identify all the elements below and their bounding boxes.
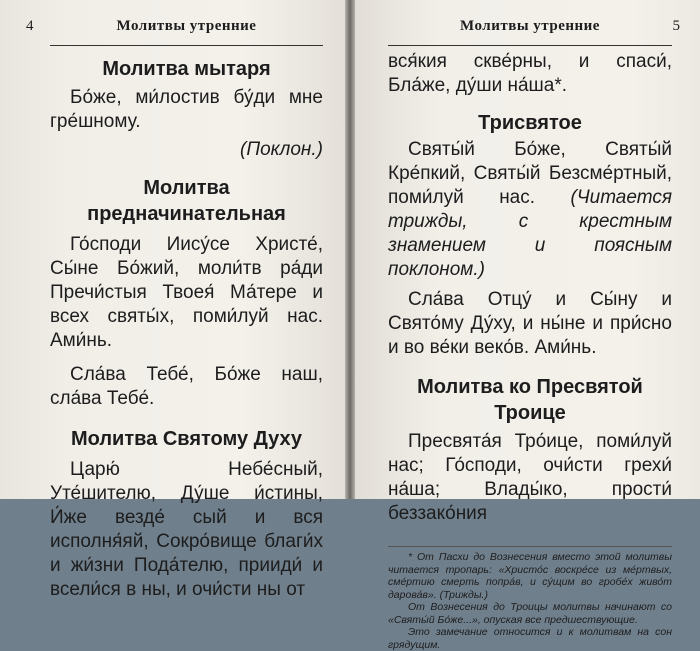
prayer-text: Святы́й Бо́же, Святы́й Кре́пкий, Святы́й Безсме́ртный, поми́луй нас.	[388, 139, 672, 208]
prayer-note: (Поклон.)	[240, 139, 323, 160]
running-head-title: Молитвы утренние	[116, 18, 257, 34]
running-head	[388, 14, 680, 46]
prayer-text: Сла́ва Отцу́ и Сы́ну и Свято́му Ду́ху, и ны́не и при́сно и во ве́ки веко́в. Ами́нь.	[388, 289, 672, 358]
section-prayer-publican	[50, 56, 323, 162]
prayer-text: Го́споди Иису́се Христе́, Сы́не Бо́жий, моли́тв ра́ди Пречи́стыя Твоея́ Ма́тере и всех святы́х, поми́луй нас. Ами́нь.	[50, 234, 323, 351]
prayer-text: Бо́же, ми́лостив бу́ди мне гре́шному.	[50, 87, 323, 132]
book-gutter	[345, 0, 355, 499]
footnote: * От Пасхи до Вознесения вместо этой молитвы читается тропарь: «Христо́с воскре́се из ме́ртвых, сме́ртию смерть попра́в, и су́щим во гробе́х живо́т дарова́в». (Трижды.)	[388, 551, 672, 601]
section-heading: Молитва предначинательная	[87, 177, 286, 225]
prayer-continuation: вся́кия скве́рны, и спаси́, Бла́же, ду́ши на́ша*.	[388, 51, 672, 96]
section-heading: Молитва Святому Духу	[70, 428, 303, 450]
prayer-note: (Читается трижды, с крестным знамением и поясным поклоном.)	[388, 187, 672, 280]
section-opening-prayer	[50, 175, 323, 411]
right-page	[355, 0, 700, 651]
prayer-text-with-note	[388, 138, 672, 282]
section-prayer-holy-spirit	[50, 426, 323, 602]
running-head-title: Молитвы утренние	[460, 18, 600, 34]
prayer-text: Сла́ва Тебе́, Бо́же наш, сла́ва Тебе́.	[50, 364, 323, 409]
footnote: Это замечание относится и к молитвам на сон грядущим.	[388, 626, 672, 651]
left-page	[0, 0, 345, 600]
section-heading: Трисвятое	[478, 112, 582, 134]
prayer-text: Царю́ Небе́сный, Уте́шителю, Ду́ше и́стины, И́же везде́ сый и вся исполня́яй, Сокро́вище благи́х и жи́зни Пода́телю, прииди́ и всели́ся в ны, и очи́сти ны от	[50, 459, 323, 600]
section-trisagion	[388, 110, 672, 360]
running-head	[26, 14, 323, 46]
footnotes	[388, 546, 672, 651]
section-prayer-holy-trinity	[388, 374, 672, 526]
page-number: 5	[672, 18, 680, 34]
page-number: 4	[26, 18, 34, 34]
prayer-text: Пресвята́я Тро́ице, поми́луй нас; Го́споди, очи́сти грехи́ на́ша; Влады́ко, прости́ беззако́ния	[388, 431, 672, 524]
section-heading: Молитва ко Пресвятой Троице	[417, 376, 643, 424]
footnote: От Вознесения до Троицы молитвы начинают со «Святы́й Бо́же...», опуская все предшествующие.	[388, 601, 672, 626]
section-heading: Молитва мытаря	[102, 58, 271, 80]
